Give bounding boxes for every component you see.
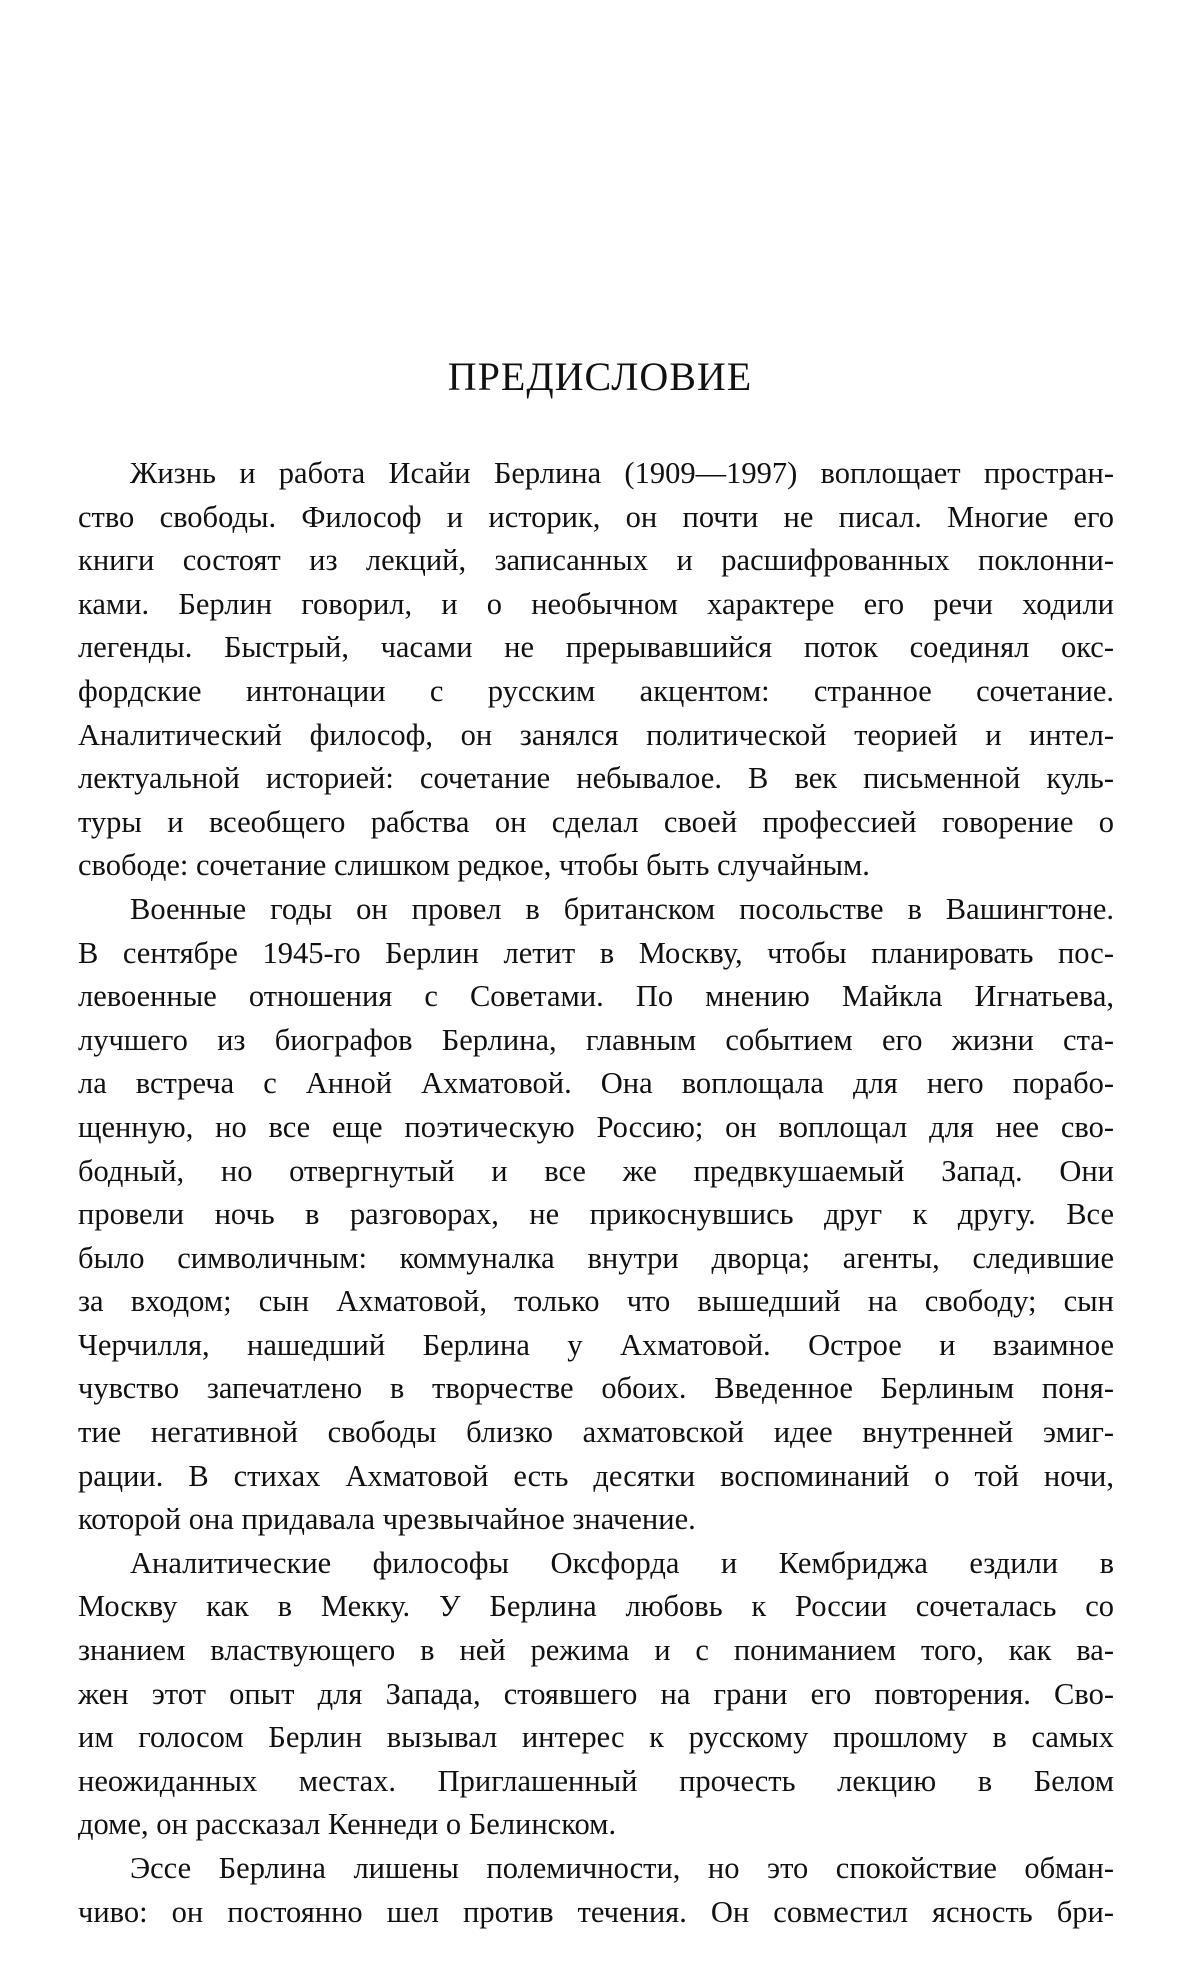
text-line: провели ночь в разговорах, не прикоснувшись друг к другу. Все [78, 1197, 1114, 1232]
text-line: Черчилля, нашедший Берлина у Ахматовой. Острое и взаимное [78, 1327, 1114, 1362]
text-line: ла встреча с Анной Ахматовой. Она воплощала для него порабо- [78, 1066, 1114, 1101]
page-title: ПРЕДИСЛОВИЕ [447, 354, 753, 399]
body-text [78, 452, 1114, 1934]
text-line: за входом; сын Ахматовой, только что вышедший на свободу; сын [78, 1284, 1114, 1319]
text-line: им голосом Берлин вызывал интерес к русскому прошлому в самых [78, 1720, 1114, 1755]
text-line: Москву как в Мекку. У Берлина любовь к России сочеталась со [78, 1589, 1114, 1624]
text-line: рации. В стихах Ахматовой есть десятки воспоминаний о той ночи, [78, 1458, 1114, 1493]
text-line: бодный, но отвергнутый и все же предвкушаемый Запад. Они [78, 1153, 1114, 1188]
text-line: ками. Берлин говорил, и о необычном характере его речи ходили [78, 586, 1114, 621]
text-line: знанием властвующего в ней режима и с пониманием того, как ва- [78, 1633, 1114, 1668]
text-line: доме, он рассказал Кеннеди о Белинском. [78, 1807, 617, 1842]
text-line: неожиданных местах. Приглашенный прочесть лекцию в Белом [78, 1763, 1114, 1798]
text-line: чувство запечатлено в творчестве обоих. Введенное Берлиным поня- [78, 1371, 1114, 1406]
text-line: свободе: сочетание слишком редкое, чтобы быть случайным. [78, 848, 870, 883]
text-line: лектуальной историей: сочетание небывалое. В век письменной куль- [78, 761, 1114, 796]
text-line: тие негативной свободы близко ахматовской идее внутренней эмиг- [78, 1415, 1114, 1450]
text-line: туры и всеобщего рабства он сделал своей профессией говорение о [78, 804, 1114, 839]
text-line: Жизнь и работа Исайи Берлина (1909—1997) воплощает простран- [130, 456, 1114, 490]
text-line: В сентябре 1945-го Берлин летит в Москву, чтобы планировать пос- [78, 935, 1114, 970]
text-line: фордские интонации с русским акцентом: странное сочетание. [78, 673, 1114, 708]
text-line: жен этот опыт для Запада, стоявшего на грани его повторения. Сво- [78, 1676, 1114, 1711]
text-line: лучшего из биографов Берлина, главным событием его жизни ста- [78, 1022, 1114, 1057]
text-line: левоенные отношения с Советами. По мнению Майкла Игнатьева, [78, 979, 1114, 1014]
text-line: чиво: он постоянно шел против течения. Он совместил ясность бри- [78, 1894, 1114, 1929]
text-line: Аналитические философы Оксфорда и Кембриджа ездили в [130, 1545, 1114, 1580]
text-line: было символичным: коммуналка внутри дворца; агенты, следившие [78, 1240, 1114, 1275]
text-line: щенную, но все еще поэтическую Россию; он воплощал для нее сво- [78, 1109, 1114, 1144]
text-line: которой она придавала чрезвычайное значение. [78, 1502, 696, 1537]
text-line: книги состоят из лекций, записанных и расшифрованных поклонни- [78, 543, 1114, 578]
text-line: легенды. Быстрый, часами не прерывавшийся поток соединял окс- [78, 630, 1114, 665]
text-line: Эссе Берлина лишены полемичности, но это спокойствие обман- [130, 1851, 1114, 1885]
text-line: Военные годы он провел в британском посольстве в Вашингтоне. [130, 891, 1114, 926]
text-line: Аналитический философ, он занялся политической теорией и интел- [78, 717, 1114, 752]
text-line: ство свободы. Философ и историк, он почти не писал. Многие его [78, 499, 1114, 534]
